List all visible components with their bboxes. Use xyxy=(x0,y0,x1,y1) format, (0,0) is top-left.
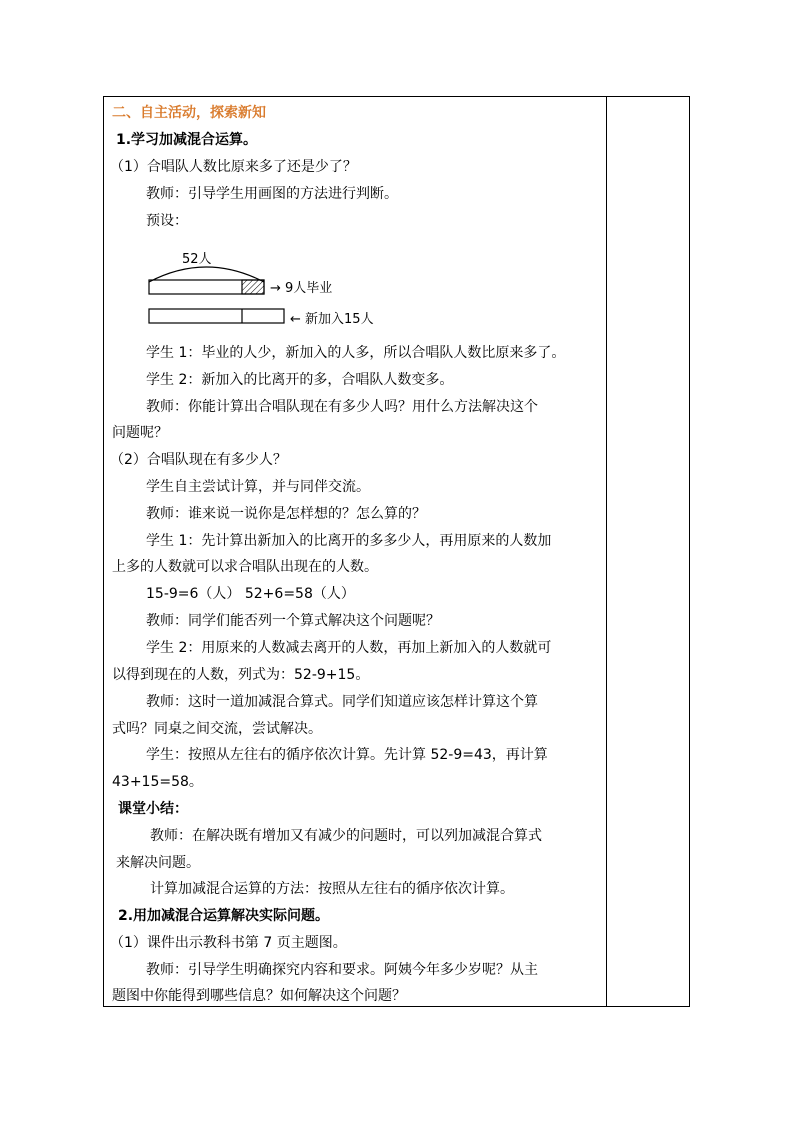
sketch-graduated-label: → 9人毕业 xyxy=(270,281,333,296)
text-line: 以得到现在的人数，列式为：52-9+15。 xyxy=(112,667,370,683)
lesson-content-cell xyxy=(104,97,606,1006)
sketch-new-label: ← 新加入15人 xyxy=(290,312,374,327)
text-line: 15-9=6（人） 52+6=58（人） xyxy=(146,586,355,602)
text-line: 教师：同学们能否列一个算式解决这个问题呢？ xyxy=(146,613,440,629)
text-line: 教师：谁来说一说你是怎样想的？怎么算的？ xyxy=(146,506,426,522)
text-line: 2.用加减混合运算解决实际问题。 xyxy=(118,908,330,924)
section-heading: 二、自主活动，探索新知 xyxy=(112,105,266,121)
text-line: （1）合唱队人数比原来多了还是少了？ xyxy=(110,159,357,175)
text-line: 计算加减混合运算的方法：按照从左往右的循序依次计算。 xyxy=(150,881,514,897)
column-divider xyxy=(606,97,607,1006)
bar-model-sketch xyxy=(144,247,444,332)
text-line: 式吗？同桌之间交流，尝试解决。 xyxy=(112,721,322,737)
text-line: 学生 1：先计算出新加入的比离开的多多少人，再用原来的人数加 xyxy=(146,533,552,549)
summary-heading: 课堂小结： xyxy=(118,801,188,817)
text-line: 学生 2：用原来的人数减去离开的人数，再加上新加入的人数就可 xyxy=(146,640,552,656)
lesson-table xyxy=(103,96,690,1007)
text-line: 43+15=58。 xyxy=(112,774,203,790)
text-line: 教师：在解决既有增加又有减少的问题时，可以列加减混合算式 xyxy=(150,828,542,844)
text-line: 来解决问题。 xyxy=(116,855,200,871)
graduated-segment xyxy=(242,280,264,294)
text-line: 1.学习加减混合运算。 xyxy=(116,132,258,148)
new-bar xyxy=(149,309,284,323)
text-line: 上多的人数就可以求合唱队出现在的人数。 xyxy=(112,559,378,575)
text-line: 学生 1：毕业的人少，新加入的人多，所以合唱队人数比原来多了。 xyxy=(146,345,566,361)
text-line: 教师：引导学生明确探究内容和要求。阿姨今年多少岁呢？从主 xyxy=(146,962,538,978)
text-line: （2）合唱队现在有多少人？ xyxy=(110,452,287,468)
sketch-top-label: 52人 xyxy=(182,252,212,267)
text-line: （1）课件出示教科书第 7 页主题图。 xyxy=(110,935,347,951)
text-line: 教师：你能计算出合唱队现在有多少人吗？用什么方法解决这个 xyxy=(146,399,538,415)
text-line: 学生 2：新加入的比离开的多，合唱队人数变多。 xyxy=(146,372,454,388)
text-line: 问题呢？ xyxy=(112,425,168,441)
text-line: 预设： xyxy=(146,213,188,229)
text-line: 学生：按照从左往右的循序依次计算。先计算 52-9=43，再计算 xyxy=(146,747,548,763)
text-line: 教师：引导学生用画图的方法进行判断。 xyxy=(146,186,398,202)
text-line: 题图中你能得到哪些信息？如何解决这个问题？ xyxy=(112,988,406,1004)
text-line: 教师：这时一道加减混合算式。同学们知道应该怎样计算这个算 xyxy=(146,694,538,710)
text-line: 学生自主尝试计算，并与同伴交流。 xyxy=(146,479,370,495)
